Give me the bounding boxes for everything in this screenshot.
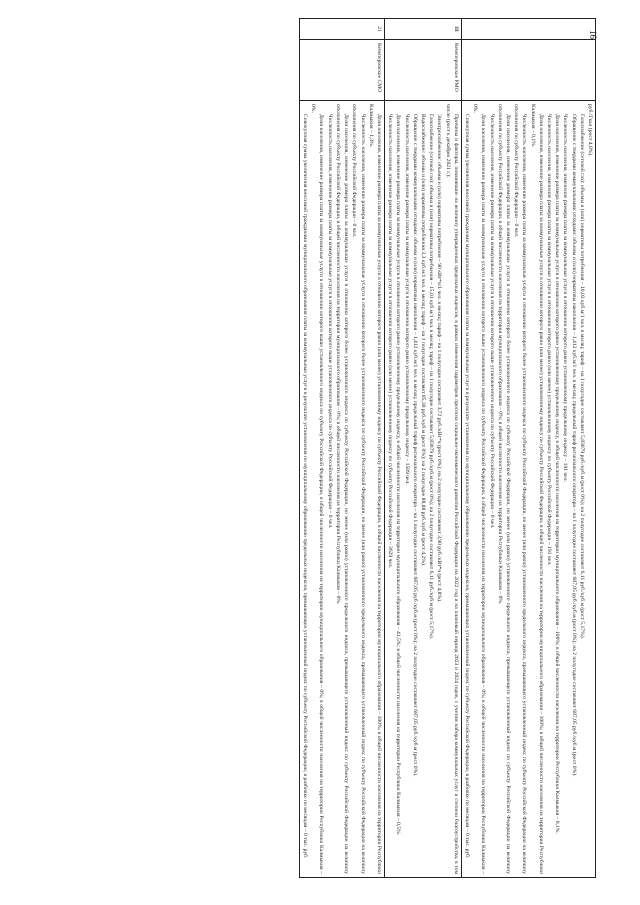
row-number-cell [461, 19, 595, 40]
row-number-cell: III [384, 19, 461, 40]
description-paragraph: Численность населения, изменение размера платы за коммунальные услуги в отношении которого более установленного индекса по субъекту Российской Федерации, но менее (или равно) установленного предельного индекса, превышающего установленный индекс по субъекту Российской Федерации на величину отклонения по субъекту Российской Федерации – 0 чел. [351, 104, 366, 874]
description-paragraph: Газоснабжение (сетевой газ): объемы и (или) нормативы потребления – 15,01 куб.м/1 чел. в месяц; тариф – на 1 полугодие составляет 5,83079 руб./куб.м (рост 0%); на 2 полугодие составляет 6,11 руб./куб.м (рост 5,17%). [428, 114, 435, 640]
description-paragraph: Численность населения, изменение размера платы за коммунальные услуги в отношении которого более установленного индекса по субъекту Российской Федерации, но менее (или равно) установленного предельного индекса, превышающего установленный индекс по субъекту Российской Федерации на величину отклонения по субъекту Российской Федерации – 0 чел. [513, 104, 528, 874]
description-paragraph: Доля населения, изменение размера платы за коммунальные услуги в отношении которого равно (или менее) установленному индексу по субъекту Российской Федерации, в общей численности населения на территории муниципального образования – 100%; в общей численности населения на территории Республики Калмыкия – 0,1%. [529, 104, 544, 874]
description-paragraph: Доля населения, изменение размера платы за коммунальные услуги в отношении которого равно установленному предельному индексу, в общей численности населения на территории муниципального образования – 41,5%; в общей численности населения на территории Республики Калмыкия – 0,5%. [395, 114, 402, 836]
table-row [384, 19, 461, 878]
table-row [299, 19, 384, 878]
description-paragraph: Численность населения, изменение размера платы за коммунальные услуги в отношении которого равно установленному предельному индексу – 191 чел. [562, 114, 569, 482]
description-cell [461, 101, 595, 878]
page-number: 16 [588, 30, 598, 39]
description-paragraph: Водоснабжение: объемы и (или) нормативы потребления 3,3 куб.м/1 чел. в месяц; тариф – на 1 полугодие составляет 85,30 руб./куб.м (рост 0%); на 2 полугодие 88,88 руб./куб.м (рост 4,2%). [419, 114, 426, 567]
description-cell [384, 101, 461, 878]
description-paragraph: Численность населения, изменение размера платы за коммунальные услуги в отношении которого выше установленного индекса по субъекту Российской Федерации – 0 чел. [326, 114, 333, 529]
description-paragraph: Доля населения, изменение размера платы за коммунальные услуги в отношении которого более установленного индекса по субъекту Российской Федерации, но менее (или равно) установленного предельного индекса, превышающего установленный индекс по субъекту Российской Федерации на величину отклонения по субъекту Российской Федерации, в общей численности населения на территории муниципального образования – 0%; в общей численности населения на территории Республики Калмыкия – 0%. [496, 104, 511, 874]
description-paragraph: Доля населения, изменение размера платы за коммунальные услуги в отношении которого выше установленного индекса по субъекту Российской Федерации, в общей численности населения на территории муниципального образования – 0%; в общей численности населения на территории Республики Калмыкия – 0%. [472, 104, 487, 874]
description-paragraph: Численность населения, изменение размера платы за коммунальные услуги в отношении которого равно установленному предельному индексу – 1509 чел. [403, 114, 410, 485]
description-paragraph: Доля населения, изменение размера платы за коммунальные услуги в отношении которого равно установленному предельному индексу, в общей численности населения на территории муниципального образования – 100%; в общей численности населения на территории Республики Калмыкия – 0,1%. [554, 114, 561, 834]
description-paragraph: Электроснабжение: объемы и (или) нормативы потребления – 90 кВт*ч/1 чел. в месяц; тариф – на 1 полугодие составляет 3,72 руб./кВт*ч (рост 0%); на 2 полугодие составляет 3,90 руб./кВт*ч (рост 4,8%). [436, 114, 443, 603]
municipality-name-cell: Кечеперовское РМО [384, 40, 461, 101]
indices-table [299, 18, 596, 878]
table-row [461, 19, 595, 878]
row-number-cell: 21 [299, 19, 384, 40]
description-paragraph: Численность населения, изменение размера платы за коммунальные услуги в отношении которого выше установленного индекса по субъекту Российской Федерации – 0 чел. [488, 114, 495, 529]
description-paragraph: Причины и факторы, повлиявшие на величину утвержденных предельных индексов, в рамках изменения параметров прогноза социально-экономического развития Российской Федерации на 2022 год и на плановый период 2023 и 2024 годов, с учетом набора коммунальных услуг и степени благоустройства, в том числе (рост к декабрю 2021 г.): [444, 104, 459, 874]
description-paragraph: Доля населения, изменение размера платы за коммунальные услуги в отношении которого равно (или менее) установленному индексу по субъекту Российской Федерации, в общей численности населения на территории муниципального образования – 100%; в общей численности населения на территории Республики Калмыкия – 1,3%. [367, 104, 382, 874]
description-cell [299, 101, 384, 878]
description-paragraph: Численность населения, изменение размера платы за коммунальные услуги в отношении которого равно (или менее) установленному индексу по субъекту Российской Федерации – 191 чел. [545, 114, 552, 566]
description-paragraph: Доля населения, изменение размера платы за коммунальные услуги в отношении которого более установленного индекса по субъекту Российской Федерации, но менее (или равно) установленного предельного индекса, превышающего установленный индекс по субъекту Российской Федерации на величину отклонения по субъекту Российской Федерации, в общей численности населения на территории муниципального образования – 0%; в общей численности населения на территории Республики Калмыкия – 0%. [334, 104, 350, 874]
description-paragraph: Обращение с твердыми коммунальными отходами: объемы и (или) нормативы накопления – 1,412 куб.м/1 чел. в месяц; предельный тариф регионального оператора – на 1 полугодие составляет 687,05 руб./куб.м (рост 0%); на 2 полугодие составляет 687,05 руб./куб.м (рост 0%). [570, 114, 577, 777]
description-paragraph: Численность населения, изменение размера платы за коммунальные услуги в отношении которого равно (или менее) установленному индексу по субъекту Российской Федерации – 3629 чел. [387, 114, 394, 569]
description-paragraph: Совокупная сумма увеличения вносимой гражданами муниципального образования платы за коммунальные услуги в результате установления по муниципальному образованию предельных индексов, превышающих установленный индекс по субъекту Российской Федерации, в разбивке по месяцам – 0 тыс. руб. [463, 114, 470, 859]
rotated-page-content [36, 18, 596, 878]
description-paragraph: Доля населения, изменение размера платы за коммунальные услуги в отношении которого выше установленного индекса по субъекту Российской Федерации, в общей численности населения на территории муниципального образования – 0%; в общей численности населения на территории Республики Калмыкия – 0%. [310, 104, 325, 874]
indices-table-body [299, 19, 595, 878]
description-paragraph: руб./Гкал (рост 4,8%). [587, 104, 593, 157]
description-paragraph: Обращение с твердыми коммунальными отходами: объемы и (или) нормативы накопления – 1,412 куб.м/1 чел. в месяц; предельный тариф регионального оператора – на 1 полугодие составляет 687,05 руб./куб.м (рост 0%); на 2 полугодие составляет 687,05 руб./куб.м (рост 0%). [411, 114, 418, 777]
description-paragraph: Совокупная сумма увеличения вносимой гражданами муниципального образования платы за коммунальные услуги в результате установления по муниципальному образованию предельных индексов, превышающих установленный индекс по субъекту Российской Федерации, в разбивке по месяцам – 0 тыс. руб. [302, 114, 309, 859]
municipality-name-cell: Кечеперовское СМО [299, 40, 384, 101]
description-paragraph: Газоснабжение (сетевой газ): объемы и (или) нормативы потребления – 10,03 куб.м/1 чел. в месяц; тариф – на 1 полугодие составляет 5,83079 руб./куб.м (рост 0%); на 2 полугодие составляет 6,11 руб./куб.м (рост 5,17%). [578, 114, 585, 640]
municipality-name-cell [461, 40, 595, 101]
